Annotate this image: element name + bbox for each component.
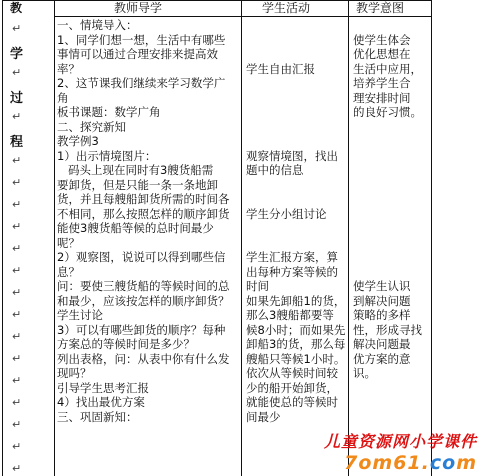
student-activity-line: 题中的信息 (246, 163, 304, 177)
teacher-guidance-column (57, 18, 239, 424)
blank-line (246, 178, 346, 193)
paragraph-mark-icon: ↵ (12, 440, 22, 453)
teacher-text-line: 和最少，应该按怎样的顺序卸货？ (57, 293, 230, 308)
teacher-text-line: 率？ (57, 61, 80, 76)
teacher-text-line: 三、巩固新知： (57, 409, 138, 424)
teacher-text-line: 教学例3 (57, 134, 99, 148)
teaching-intent-line: 识。 (353, 366, 376, 380)
teaching-intent-column (353, 18, 431, 381)
blank-line (246, 76, 346, 91)
paragraph-mark-icon: ↵ (12, 220, 22, 233)
teacher-text-line: 能使3艘货船等候的总时间最少 (57, 221, 214, 235)
teacher-text-line: 要卸货，但是只能一条一条地卸 (57, 177, 218, 192)
teaching-intent-header: 教学意图 (356, 1, 405, 15)
student-activity-line: 学生汇报方案，算 (246, 250, 338, 264)
paragraph-mark-icon: ↵ (12, 396, 22, 409)
blank-line (246, 221, 346, 236)
header-row-divider (54, 16, 431, 17)
blank-line (353, 250, 431, 265)
blank-line (246, 47, 346, 62)
paragraph-mark-icon: ↵ (12, 66, 22, 79)
paragraph-mark-icon: ↵ (12, 22, 22, 35)
teaching-intent-line: 培养学生合 (353, 76, 411, 90)
teacher-text-line: 现吗？ (57, 366, 92, 380)
student-activity-line: 候8小时；而如果先 (246, 322, 346, 337)
paragraph-mark-icon: ↵ (12, 330, 22, 343)
blank-line (353, 18, 431, 33)
teacher-text-line: 学生讨论 (57, 308, 103, 322)
stage-label-cheng: 程 (10, 135, 24, 150)
paragraph-mark-icon: ↵ (12, 352, 22, 365)
student-activity-line: 如果先卸船1的货， (246, 293, 346, 308)
teacher-text-line: 二、探究新知 (57, 119, 126, 134)
blank-line (353, 134, 431, 149)
teacher-text-line: 不相同，那么按照怎样的顺序卸货 (57, 206, 230, 221)
teacher-text-line: 2）观察图，说说可以得到哪些信 (57, 250, 226, 264)
teacher-text-line: 4）找出最优方案 (57, 395, 145, 409)
teacher-text-line: 一、情境导入： (57, 18, 138, 32)
teacher-text-line: 板书课题：数学广角 (57, 105, 161, 119)
teacher-text-line: 列出表格，问：从表中你有什么发 (57, 351, 230, 366)
teaching-intent-line: 策略的多样 (353, 308, 411, 322)
teaching-intent-line: 使学生认识 (353, 279, 411, 293)
blank-line (353, 207, 431, 222)
stage-label-guo: 过 (10, 91, 24, 106)
paragraph-mark-icon: ↵ (12, 418, 22, 431)
teaching-intent-line: 的良好习惯。 (353, 105, 422, 119)
teacher-text-line: 引导学生思考汇报 (57, 380, 149, 395)
blank-line (246, 33, 346, 48)
student-activity-line: 观察情境图，找出 (246, 148, 338, 163)
paragraph-mark-icon: ↵ (12, 308, 22, 321)
blank-line (353, 120, 431, 135)
blank-line (246, 105, 346, 120)
student-activity-line: 艘船只等候1小时。 (246, 351, 346, 366)
column-divider-2 (241, 0, 242, 476)
student-activity-line: 少的船开始卸货， (246, 380, 338, 395)
teaching-intent-line: 生活中应用， (353, 61, 422, 76)
student-activity-line: 学生分小组讨论 (246, 206, 327, 221)
teaching-intent-line: 理安排时间 (353, 90, 411, 105)
blank-line (246, 91, 346, 106)
paragraph-mark-icon: ↵ (12, 264, 22, 277)
blank-line (353, 163, 431, 178)
blank-line (353, 149, 431, 164)
teacher-text-line: 事情可以通过合理安排来提高效 (57, 47, 218, 61)
teaching-intent-line: 性，形成寻找 (353, 322, 422, 337)
watermark-title: 儿童资源网小学课件 (323, 432, 477, 451)
blank-line (353, 236, 431, 251)
paragraph-mark-icon: ↵ (12, 198, 22, 211)
watermark-url (324, 452, 477, 474)
watermark-url-part-a: 7om61. (344, 452, 430, 474)
stage-label-xue: 学 (10, 47, 24, 62)
student-activity-line: 那么3艘船都要等 (246, 308, 334, 322)
teacher-text-line: 角 (57, 90, 69, 105)
site-watermark (324, 429, 477, 474)
column-divider-3 (348, 0, 349, 476)
blank-line (246, 236, 346, 251)
student-activity-line: 卸船3的货，那么每 (246, 337, 346, 351)
student-activity-line: 时间 (246, 279, 269, 293)
paragraph-mark-icon: ↵ (12, 374, 22, 387)
blank-line (246, 134, 346, 149)
student-activity-column (246, 18, 346, 424)
blank-line (353, 221, 431, 236)
paragraph-mark-icon: ↵ (12, 462, 22, 475)
teaching-intent-line: 解决问题最 (353, 337, 411, 351)
student-activity-header: 学生活动 (262, 1, 311, 15)
paragraph-mark-icon: ↵ (12, 110, 22, 123)
teacher-text-line: 货，并且每艘船卸货所需的时间各 (57, 192, 230, 206)
teacher-text-line: 3）可以有哪些卸货的顺序？每种 (57, 322, 226, 337)
teacher-text-line: 问：要使三艘货船的等候时间的总 (57, 279, 230, 293)
blank-line (246, 192, 346, 207)
watermark-url-part-b: co (429, 452, 457, 474)
student-activity-line: 依次从等候时间较 (246, 366, 338, 380)
paragraph-mark-icon: ↵ (12, 176, 22, 189)
teaching-intent-line: 到解决问题 (353, 293, 411, 308)
teacher-text-line: 呢？ (57, 235, 80, 250)
blank-line (353, 192, 431, 207)
stage-header: 教 (10, 1, 23, 15)
column-divider-1 (54, 0, 55, 476)
paragraph-mark-icon: ↵ (12, 154, 22, 167)
blank-line (246, 120, 346, 135)
student-activity-line: 间最少 (246, 409, 281, 424)
teacher-text-line: 方案总的等候时间是多少？ (57, 337, 195, 351)
table-border-right (431, 0, 432, 476)
blank-line (353, 178, 431, 193)
student-activity-line: 出每种方案等候的 (246, 264, 338, 279)
table-border-left (2, 0, 3, 476)
teaching-intent-line: 优化思想在 (353, 47, 411, 61)
student-activity-line: 就能使总的等候时 (246, 395, 338, 409)
teacher-text-line: 息？ (57, 264, 80, 279)
teaching-intent-line: 优方案的意 (353, 351, 411, 366)
teaching-intent-line: 使学生体会 (353, 32, 411, 47)
blank-line (246, 18, 346, 33)
teacher-text-line: 码头上现在同时有3艘货船需 (57, 163, 214, 177)
teacher-text-line: 2、这节课我们继续来学习数学广 (57, 76, 226, 90)
teacher-text-line: 1）出示情境图片： (57, 148, 157, 163)
paragraph-mark-icon: ↵ (12, 286, 22, 299)
teacher-text-line: 1、同学们想一想，生活中有哪些 (57, 32, 226, 47)
watermark-url-part-c: m (456, 452, 477, 474)
teacher-guidance-header: 教师导学 (114, 1, 163, 15)
paragraph-mark-icon: ↵ (12, 242, 22, 255)
blank-line (353, 265, 431, 280)
student-activity-line: 学生自由汇报 (246, 61, 315, 76)
